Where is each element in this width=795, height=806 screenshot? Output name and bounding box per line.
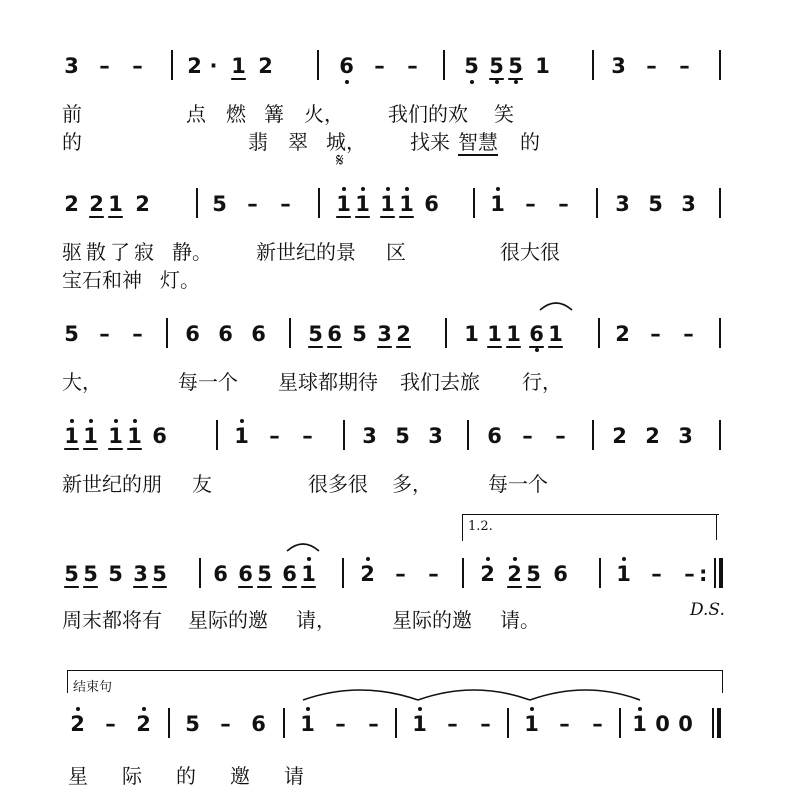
ending-label: 结束句 bbox=[73, 680, 113, 695]
lyric-line-6: 星 际 的 邀 请 bbox=[68, 764, 304, 788]
lyric-line-3: 大， 每一个 星球都期待 我们去旅 行， bbox=[62, 370, 562, 394]
sheet-music-page: 3 – – 2 · 1 2 6 – – 5 5 5 1 3 – – 前 点 燃 篝 火， 我们的欢 笑 的 翡 翠 城， 找来 智慧 的 𝄋 2 2 1 2 5 – – 1 1 1 1 6 1 – – 3 5 3 驱 散 了 寂 静。 新世纪的景 区 很大很 宝石和神 灯。 5 – – 6 6 6 5 6 5 3 2 1 1 1 6 1 2 – – 大， 每一个 星球都期待 我们去旅 行， 1 1 1 1 6 1 – – 3 5 3 6 – – 2 2 3 新世纪的朋 友 很多很 多， 每一个 1.2. 5 5 5 3 5 6 6 5 6 1 2 – – 2 2 5 6 1 – – : 周末都将有 星际的邀 请， 星际的邀 请。 D.S. 结束句 2 – 2 5 – 6 1 – – 1 – – 1 – – 1 0 0 星 际 的 邀 请 bbox=[0, 0, 795, 806]
lyric-line-2b: 宝石和神 灯。 bbox=[62, 268, 200, 292]
lyric-line-4: 新世纪的朋 友 很多很 多， 每一个 bbox=[62, 472, 548, 496]
notes-line-1: 3 – – bbox=[64, 54, 143, 78]
lyric-line-1a: 前 点 燃 篝 火， 我们的欢 笑 bbox=[62, 102, 514, 126]
volta-label: 1.2. bbox=[468, 519, 493, 534]
lyric-line-2a: 驱 散 了 寂 静。 新世纪的景 区 很大很 bbox=[62, 240, 560, 264]
lyric-line-5: 周末都将有 星际的邀 请， 星际的邀 请。 bbox=[62, 608, 540, 632]
ds-marking: D.S. bbox=[690, 600, 725, 620]
segno-sign: 𝄋 bbox=[336, 150, 344, 171]
lyric-line-1b: 的 翡 翠 城， 找来 智慧 的 bbox=[62, 130, 540, 154]
